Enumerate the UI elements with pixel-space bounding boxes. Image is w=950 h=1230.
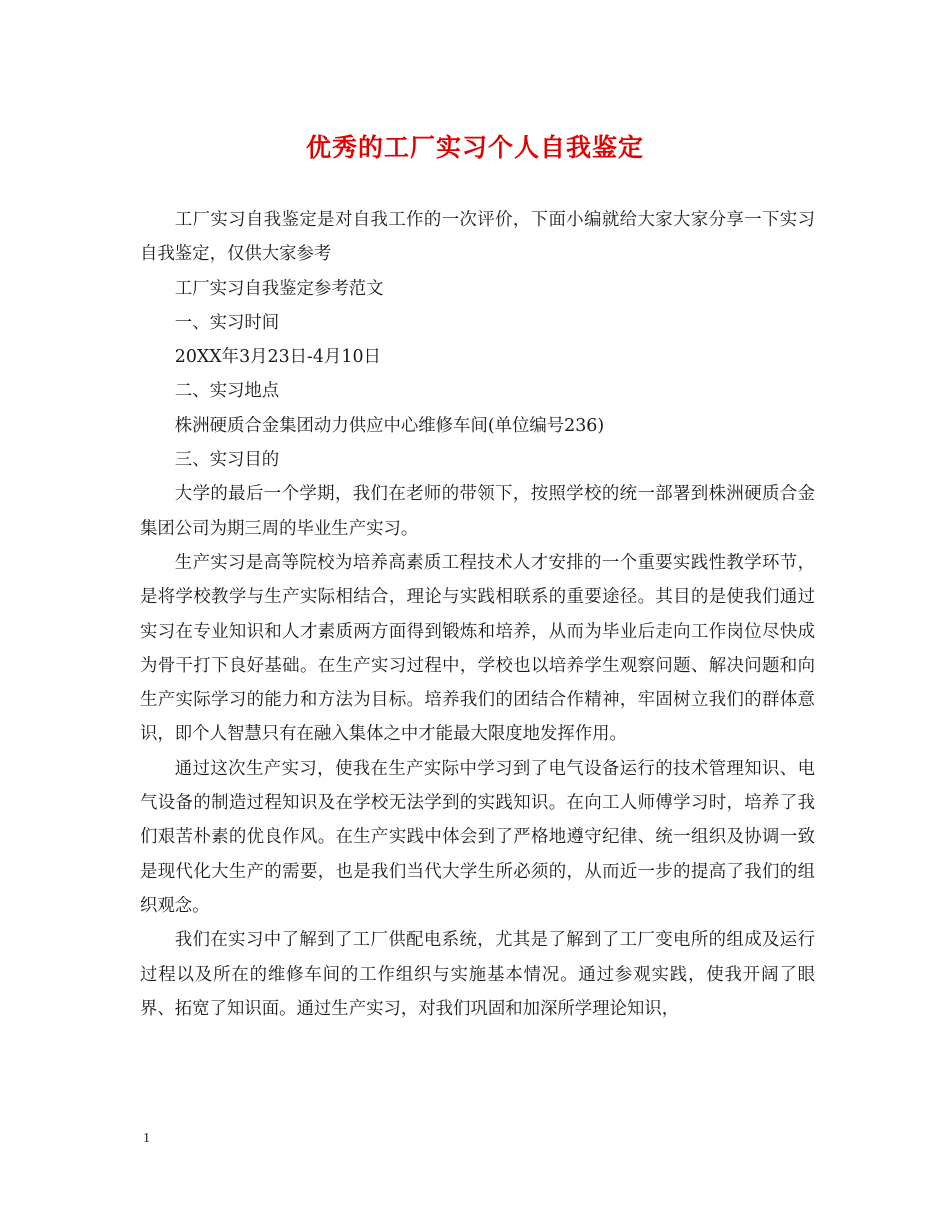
internship-dates: 20XX年3月23日-4月10日	[174, 347, 381, 368]
section-heading-location: 二、实习地点	[174, 381, 280, 402]
sample-heading: 工厂实习自我鉴定参考范文	[174, 278, 384, 299]
section-heading-purpose: 三、实习目的	[174, 450, 280, 471]
document-body	[140, 203, 815, 1026]
section-heading-time: 一、实习时间	[174, 312, 280, 333]
page-number: 1	[143, 1131, 150, 1146]
internship-location: 株洲硬质合金集团动力供应中心维修车间(单位编号236)	[174, 415, 605, 436]
body-paragraph: 我们在实习中了解到了工厂供配电系统，尤其是了解到了工厂变电所的组成及运行过程以及所在的维修车间的工作组织与实施基本情况。通过参观实践，使我开阔了眼界、拓宽了知识面。通过生产实习，对我们巩固和加深所学理论知识，	[140, 930, 815, 1019]
body-paragraph: 通过这次生产实习，使我在生产实际中学习到了电气设备运行的技术管理知识、电气设备的制造过程知识及在学校无法学到的实践知识。在向工人师傅学习时，培养了我们艰苦朴素的优良作风。在生产实践中体会到了严格地遵守纪律、统一组织及协调一致是现代化大生产的需要，也是我们当代大学生所必须的，从而近一步的提高了我们的组织观念。	[140, 758, 815, 916]
body-paragraph: 大学的最后一个学期，我们在老师的带领下，按照学校的统一部署到株洲硬质合金集团公司为期三周的毕业生产实习。	[140, 484, 815, 539]
document-title: 优秀的工厂实习个人自我鉴定	[305, 133, 644, 162]
intro-paragraph: 工厂实习自我鉴定是对自我工作的一次评价，下面小编就给大家大家分享一下实习自我鉴定，仅供大家参考	[140, 210, 815, 265]
body-paragraph: 生产实习是高等院校为培养高素质工程技术人才安排的一个重要实践性教学环节，是将学校教学与生产实际相结合，理论与实践相联系的重要途径。其目的是使我们通过实习在专业知识和人才素质两方面得到锻炼和培养，从而为毕业后走向工作岗位尽快成为骨干打下良好基础。在生产实习过程中，学校也以培养学生观察问题、解决问题和向生产实际学习的能力和方法为目标。培养我们的团结合作精神，牢固树立我们的群体意识，即个人智慧只有在融入集体之中才能最大限度地发挥作用。	[140, 552, 815, 745]
